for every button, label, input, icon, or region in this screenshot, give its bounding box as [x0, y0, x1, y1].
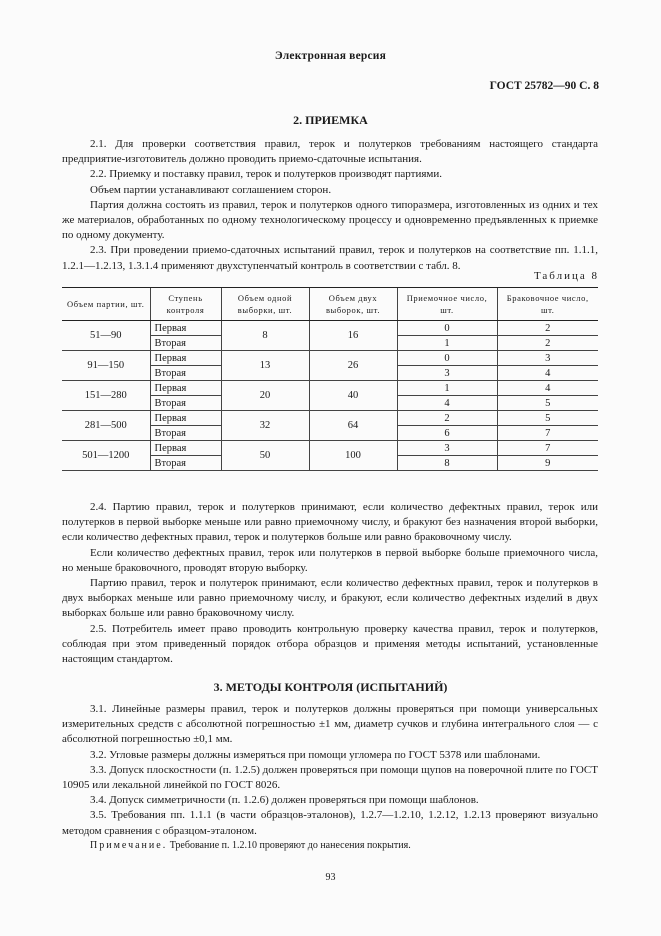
lot-size-cell: 151—280: [62, 381, 150, 411]
table-row: [62, 441, 598, 456]
stage-cell: Вторая: [150, 426, 221, 441]
acceptance-cell: 3: [397, 366, 497, 381]
one-sample-cell: 20: [221, 381, 309, 411]
section-2-intro: [62, 137, 598, 274]
lot-size-cell: 51—90: [62, 321, 150, 351]
section-3-body: [62, 702, 598, 839]
note-label: Примечание.: [90, 840, 168, 851]
table-row: [62, 321, 598, 336]
paragraph: 2.2. Приемку и поставку правил, терок и полутерков производят партиями.: [90, 168, 443, 181]
paragraph: Объем партии устанавливают соглашением сторон.: [90, 183, 332, 196]
rejection-cell: 4: [497, 381, 598, 396]
paragraph: Партия должна состоять из правил, терок и полутерков одного типоразмера, изготовленных из одних и тех же материалов, обработанных по одному технологическому процессу и одновременно предъявленных к приемке по одному документу.: [62, 198, 598, 242]
paragraph: 3.3. Допуск плоскостности (п. 1.2.5) должен проверяться при помощи щупов на поверочной плите по ГОСТ 10905 или лекальной линейкой по ГОСТ 8026.: [62, 763, 598, 792]
paragraph: 3.1. Линейные размеры правил, терок и полутерков должны проверяться при помощи универсальных измерительных средств с абсолютной погрешностью ±1 мм, диаметр сучков и глубина интегрального слоя — с абсолютной погрешностью ±0,1 мм.: [62, 703, 598, 746]
rejection-cell: 9: [497, 456, 598, 471]
paragraph: 2.4. Партию правил, терок и полутерков принимают, если количество дефектных правил, терок или полутерков в первой выборке меньше или равно приемочному числу, и бракуют без назначения второй выборки, если количество дефектных правил, терок и полутерков больше или равно браковочному числу.: [62, 501, 598, 544]
header-rejection-number: Браковочное число, шт.: [497, 288, 598, 321]
paragraph: Партию правил, терок и полутерок принимают, если количество дефектных правил, терок и полутерков в двух выборках меньше или равно приемочному числу, и бракуют, если количество дефектных изделий в двух выборках больше или равно браковочному числу.: [62, 577, 598, 620]
acceptance-cell: 8: [397, 456, 497, 471]
lot-size-cell: 501—1200: [62, 441, 150, 471]
acceptance-cell: 6: [397, 426, 497, 441]
rejection-cell: 2: [497, 321, 598, 336]
stage-cell: Первая: [150, 411, 221, 426]
rejection-cell: 7: [497, 426, 598, 441]
table-row: [62, 351, 598, 366]
acceptance-cell: 1: [397, 381, 497, 396]
section-2-title: 2. ПРИЕМКА: [293, 113, 368, 127]
paragraph: 3.5. Требования пп. 1.1.1 (в части образцов-эталонов), 1.2.7—1.2.10, 1.2.12, 1.2.13 проверяют визуально методом сравнения с образцом-эталоном.: [62, 809, 598, 837]
table-caption: Таблица 8: [533, 270, 599, 282]
header-acceptance-number: Приемочное число, шт.: [397, 288, 497, 321]
section-2-rules: [62, 500, 598, 667]
one-sample-cell: 8: [221, 321, 309, 351]
paragraph: 2.5. Потребитель имеет право проводить контрольную проверку качества правил, терок и полутерков, соблюдая при этом приведенный порядок отбора образцов и применяя методы испытаний, установленные настоящим стандартом.: [62, 622, 598, 666]
stage-cell: Первая: [150, 351, 221, 366]
two-samples-cell: 16: [309, 321, 397, 351]
paragraph: 2.3. При проведении приемо-сдаточных испытаний правил, терок и полутерков на соответствие пп. 1.1.1, 1.2.1—1.2.13, 1.3.1.4 применяют двухступенчатый контроль в соответствии с табл. 8.: [62, 244, 598, 272]
rejection-cell: 5: [497, 411, 598, 426]
acceptance-cell: 2: [397, 411, 497, 426]
two-samples-cell: 40: [309, 381, 397, 411]
gost-reference: ГОСТ 25782—90 С. 8: [489, 80, 599, 92]
stage-cell: Вторая: [150, 456, 221, 471]
header-stage: Ступень контроля: [150, 288, 221, 321]
note-text: Требование п. 1.2.10 проверяют до нанесения покрытия.: [167, 840, 411, 851]
edition-label: Электронная версия: [274, 50, 387, 62]
one-sample-cell: 13: [221, 351, 309, 381]
acceptance-cell: 3: [397, 441, 497, 456]
rejection-cell: 2: [497, 336, 598, 351]
stage-cell: Вторая: [150, 336, 221, 351]
rejection-cell: 5: [497, 396, 598, 411]
acceptance-cell: 4: [397, 396, 497, 411]
paragraph: Если количество дефектных правил, терок или полутерков в первой выборке больше приемочного числа, но меньше браковочного, проводят вторую выборку.: [62, 546, 598, 574]
header-lot-size: Объем партии, шт.: [62, 288, 150, 321]
rejection-cell: 3: [497, 351, 598, 366]
table-header-row: [62, 288, 598, 321]
paragraph: 2.1. Для проверки соответствия правил, терок и полутерков требованиям настоящего стандарта предприятие-изготовитель должно проводить приемо-сдаточные испытания.: [62, 138, 598, 166]
table-row: [62, 381, 598, 396]
stage-cell: Вторая: [150, 396, 221, 411]
acceptance-cell: 0: [397, 321, 497, 336]
section-3-title: 3. МЕТОДЫ КОНТРОЛЯ (ИСПЫТАНИЙ): [213, 680, 448, 694]
header-two-samples: Объем двух выборок, шт.: [309, 288, 397, 321]
page-number: 93: [325, 872, 336, 883]
one-sample-cell: 32: [221, 411, 309, 441]
lot-size-cell: 91—150: [62, 351, 150, 381]
stage-cell: Первая: [150, 441, 221, 456]
two-samples-cell: 64: [309, 411, 397, 441]
table-row: [62, 411, 598, 426]
lot-size-cell: 281—500: [62, 411, 150, 441]
one-sample-cell: 50: [221, 441, 309, 471]
acceptance-cell: 1: [397, 336, 497, 351]
stage-cell: Первая: [150, 321, 221, 336]
rejection-cell: 4: [497, 366, 598, 381]
note: [90, 840, 411, 851]
paragraph: 3.2. Угловые размеры должны измеряться при помощи угломера по ГОСТ 5378 или шаблонами.: [90, 748, 541, 761]
acceptance-cell: 0: [397, 351, 497, 366]
stage-cell: Вторая: [150, 366, 221, 381]
stage-cell: Первая: [150, 381, 221, 396]
two-samples-cell: 100: [309, 441, 397, 471]
sampling-table: [62, 287, 598, 471]
rejection-cell: 7: [497, 441, 598, 456]
header-one-sample: Объем одной выборки, шт.: [221, 288, 309, 321]
paragraph: 3.4. Допуск симметричности (п. 1.2.6) должен проверяться при помощи шаблонов.: [90, 794, 479, 807]
two-samples-cell: 26: [309, 351, 397, 381]
